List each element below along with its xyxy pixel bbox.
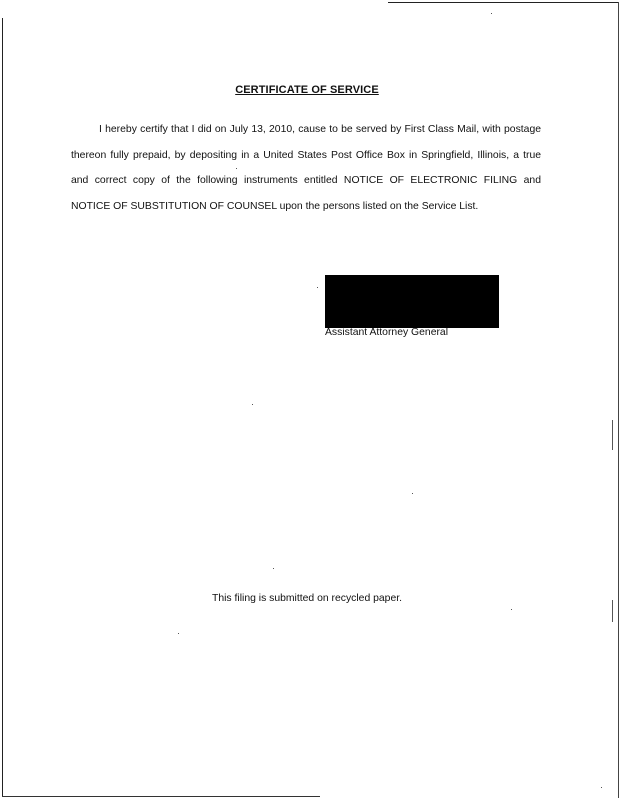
- certificate-body: [71, 117, 541, 219]
- scan-speck: [178, 633, 179, 634]
- scan-speck: [511, 609, 512, 610]
- scan-edge-bottom: [2, 796, 320, 797]
- document-title: CERTIFICATE OF SERVICE: [235, 84, 379, 96]
- scan-speck: [273, 568, 274, 569]
- scan-speck: [252, 404, 253, 405]
- certificate-paragraph: I hereby certify that I did on July 13, 2010, cause to be served by First Class Mail, with postage thereon fully prepaid, by depositing in a United States Post Office Box in Springfield, Illinois, a true and correct copy of the following instruments entitled NOTICE OF ELECTRONIC FILING and NOTICE OF SUBSTITUTION OF COUNSEL upon the persons listed on the Service List.: [71, 124, 541, 212]
- signature-title: Assistant Attorney General: [325, 327, 449, 338]
- recycled-paper-note: This filing is submitted on recycled paper.: [211, 593, 402, 604]
- scan-edge-left: [2, 18, 3, 796]
- redacted-signature: [325, 275, 499, 328]
- scan-speck: [491, 13, 492, 14]
- scan-artifact: [612, 420, 613, 450]
- scan-edge-right: [618, 2, 619, 798]
- scan-edge-top: [388, 2, 618, 3]
- scan-speck: [412, 493, 413, 494]
- scan-speck: [601, 787, 602, 788]
- scan-speck: [317, 287, 318, 288]
